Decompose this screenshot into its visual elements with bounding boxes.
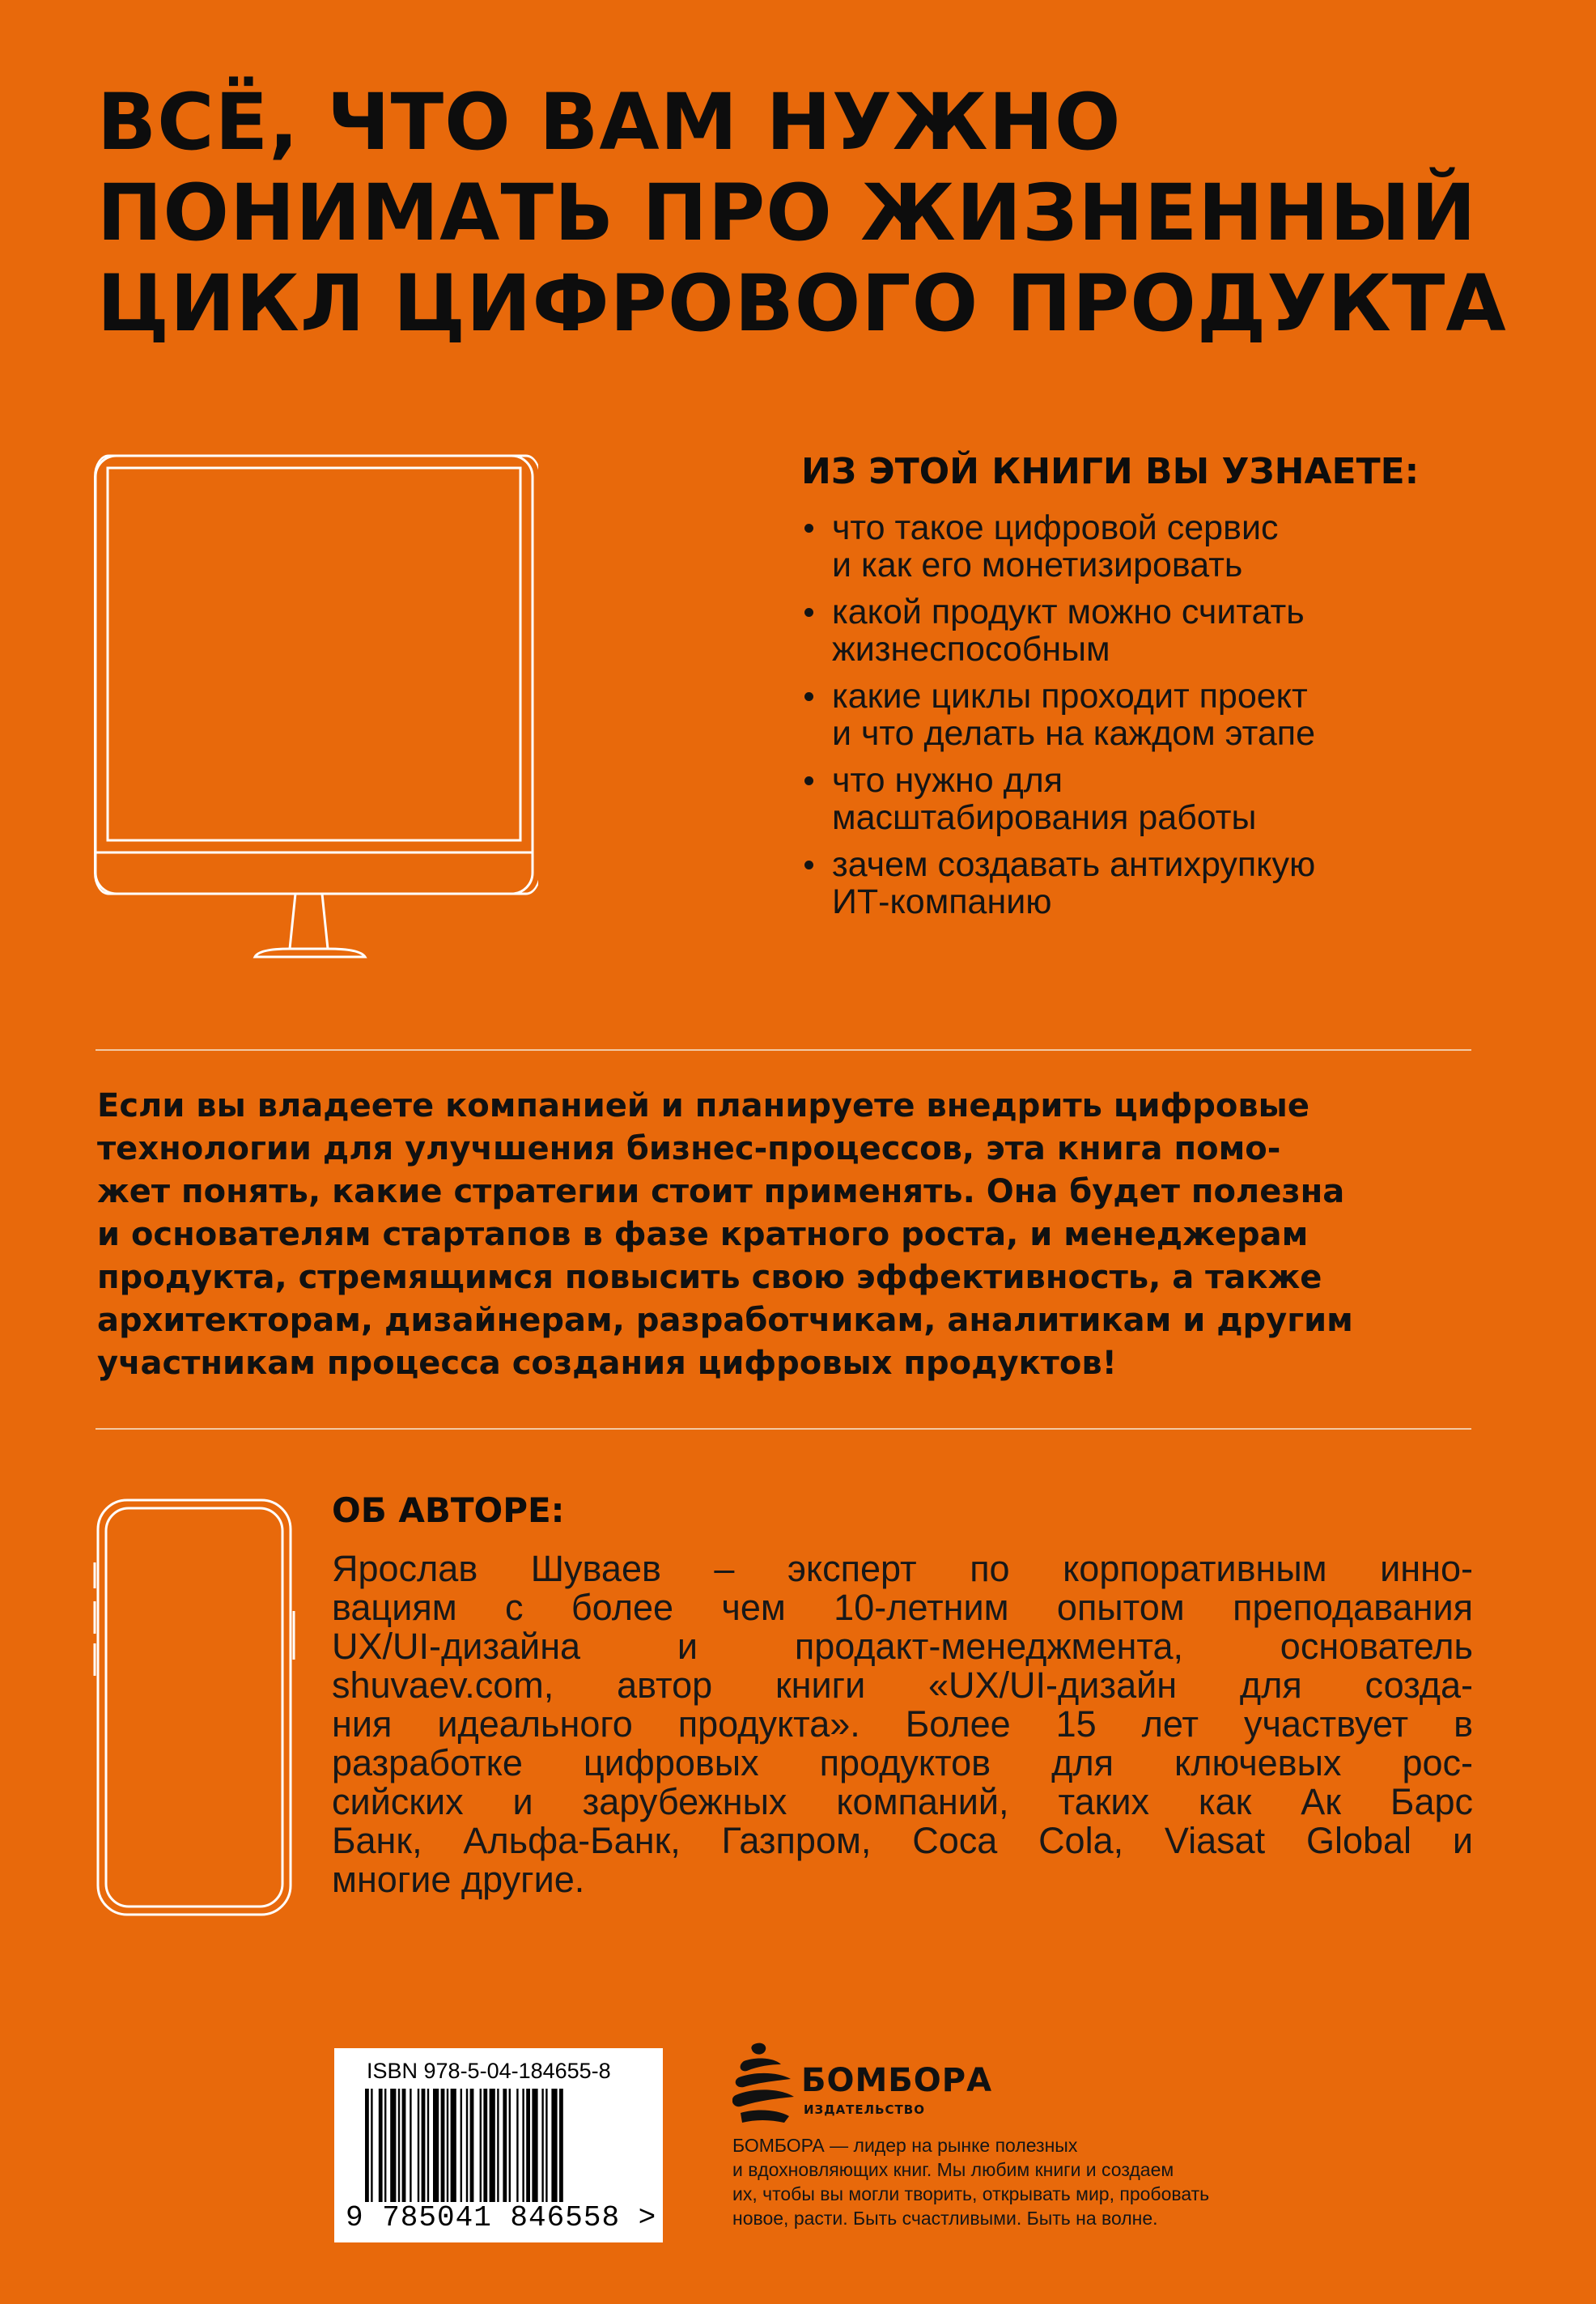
list-item-line: какой продукт можно считать bbox=[832, 593, 1305, 631]
smartphone-icon bbox=[93, 1498, 295, 1919]
list-item-line: и как его монетизировать bbox=[832, 546, 1243, 585]
monitor-icon bbox=[93, 453, 538, 980]
barcode-bar bbox=[365, 2089, 369, 2202]
author-bio-line: Банк, Альфа-Банк, Газпром, Coca Cola, Viasat Global и bbox=[332, 1820, 1473, 1861]
list-item bbox=[801, 593, 1530, 668]
barcode-bar bbox=[545, 2089, 547, 2202]
publisher-tagline-line: их, чтобы вы могли творить, открывать мир, пробовать bbox=[732, 2183, 1210, 2204]
barcode-bar bbox=[483, 2089, 487, 2202]
description-line: продукта, стремящимся повысить свою эффективность, а также bbox=[97, 1259, 1322, 1296]
barcode-icon bbox=[365, 2089, 640, 2202]
headline-line: ВСЁ, ЧТО ВАМ НУЖНО bbox=[97, 77, 1122, 168]
author-section bbox=[332, 1488, 1473, 1899]
publisher-subtitle: ИЗДАТЕЛЬСТВО bbox=[804, 2102, 925, 2117]
barcode-bar bbox=[418, 2089, 419, 2202]
book-headline bbox=[97, 77, 1522, 349]
barcode-bar bbox=[541, 2089, 543, 2202]
barcode-bar bbox=[433, 2089, 439, 2202]
barcode-bar bbox=[410, 2089, 411, 2202]
publisher-tagline bbox=[732, 2133, 1315, 2230]
barcode-bar bbox=[516, 2089, 518, 2202]
list-item-line: что нужно для bbox=[832, 761, 1063, 800]
barcode-bar bbox=[390, 2089, 396, 2202]
divider bbox=[96, 1428, 1471, 1430]
barcode-bar bbox=[559, 2089, 563, 2202]
barcode-bar bbox=[503, 2089, 507, 2202]
description-line: участникам процесса создания цифровых продуктов! bbox=[97, 1345, 1117, 1382]
bombora-logo-icon bbox=[732, 2040, 797, 2125]
description-line: технологии для улучшения бизнес-процессов, эта книга помо- bbox=[97, 1130, 1281, 1167]
barcode-bar bbox=[371, 2089, 372, 2202]
divider bbox=[96, 1049, 1471, 1051]
learn-section bbox=[801, 449, 1530, 930]
barcode-bar bbox=[509, 2089, 511, 2202]
learn-heading: ИЗ ЭТОЙ КНИГИ ВЫ УЗНАЕТЕ: bbox=[801, 451, 1420, 492]
list-item-line: что такое цифровой сервис bbox=[832, 508, 1279, 547]
publisher-tagline-line: БОМБОРА — лидер на рынке полезных bbox=[732, 2135, 1078, 2156]
publisher-tagline-line: новое, расти. Быть счастливыми. Быть на волне. bbox=[732, 2208, 1158, 2229]
author-bio-line: UX/UI-дизайна и продакт-менеджмента, основатель bbox=[332, 1626, 1473, 1667]
headline-line: ПОНИМАТЬ ПРО ЖИЗНЕННЫЙ bbox=[97, 168, 1477, 258]
author-bio-line: многие другие. bbox=[332, 1859, 585, 1900]
isbn-digits: 9 785041 846558 > bbox=[346, 2201, 657, 2234]
author-bio-line: сийских и зарубежных компаний, таких как Ак Барс bbox=[332, 1781, 1473, 1822]
barcode-bar bbox=[461, 2089, 462, 2202]
author-bio-line: Ярослав Шуваев – эксперт по корпоративным инно- bbox=[332, 1548, 1473, 1589]
barcode-bar bbox=[480, 2089, 482, 2202]
list-item-line: и что делать на каждом этапе bbox=[832, 714, 1316, 753]
publisher-tagline-line: и вдохновляющих книг. Мы любим книги и создаем bbox=[732, 2159, 1174, 2180]
barcode-bar bbox=[447, 2089, 448, 2202]
author-bio-line: shuvaev.com, автор книги «UX/UI-дизайн для созда- bbox=[332, 1664, 1473, 1706]
description-line: Если вы владеете компанией и планируете внедрить цифровые bbox=[97, 1087, 1309, 1124]
list-item-line: зачем создавать антихрупкую bbox=[832, 845, 1316, 884]
barcode-bar bbox=[532, 2089, 537, 2202]
barcode-bar bbox=[402, 2089, 406, 2202]
description-line: и основателям стартапов в фазе кратного роста, и менеджерам bbox=[97, 1216, 1309, 1253]
headline-line: ЦИКЛ ЦИФРОВОГО ПРОДУКТА bbox=[97, 258, 1507, 349]
publisher-name: БОМБОРА bbox=[801, 2062, 993, 2099]
list-item-line: жизнеспособным bbox=[832, 630, 1110, 669]
list-item-line: ИТ-компанию bbox=[832, 882, 1052, 921]
list-item bbox=[801, 678, 1530, 752]
learn-list bbox=[801, 509, 1530, 920]
author-bio bbox=[332, 1549, 1473, 1899]
barcode-bar bbox=[451, 2089, 456, 2202]
barcode-bar bbox=[441, 2089, 445, 2202]
barcode-bar bbox=[526, 2089, 530, 2202]
barcode-bar bbox=[422, 2089, 426, 2202]
barcode-bar bbox=[522, 2089, 524, 2202]
description-line: жет понять, какие стратегии стоит применять. Она будет полезна bbox=[97, 1173, 1345, 1210]
author-bio-line: вациям с более чем 10-летним опытом преподавания bbox=[332, 1587, 1473, 1628]
barcode-bar bbox=[398, 2089, 400, 2202]
barcode-bar bbox=[466, 2089, 468, 2202]
list-item bbox=[801, 762, 1530, 836]
barcode-bar bbox=[551, 2089, 557, 2202]
author-heading: ОБ АВТОРЕ: bbox=[332, 1490, 565, 1530]
isbn-label: ISBN 978-5-04-184655-8 bbox=[367, 2059, 611, 2083]
barcode-bar bbox=[427, 2089, 429, 2202]
list-item-line: какие циклы проходит проект bbox=[832, 677, 1308, 716]
barcode-bar bbox=[497, 2089, 499, 2202]
barcode-bar bbox=[470, 2089, 474, 2202]
isbn-barcode-box bbox=[334, 2048, 663, 2242]
author-bio-line: ния идеального продукта». Более 15 лет участвует в bbox=[332, 1703, 1473, 1745]
barcode-bar bbox=[384, 2089, 386, 2202]
list-item-line: масштабирования работы bbox=[832, 798, 1257, 837]
description-line: архитекторам, дизайнерам, разработчикам, аналитикам и другим bbox=[97, 1302, 1353, 1339]
barcode-bar bbox=[490, 2089, 495, 2202]
list-item bbox=[801, 509, 1530, 584]
barcode-bar bbox=[379, 2089, 383, 2202]
list-item bbox=[801, 846, 1530, 920]
book-description bbox=[97, 1085, 1477, 1385]
author-bio-line: разработке цифровых продуктов для ключевых рос- bbox=[332, 1742, 1473, 1783]
